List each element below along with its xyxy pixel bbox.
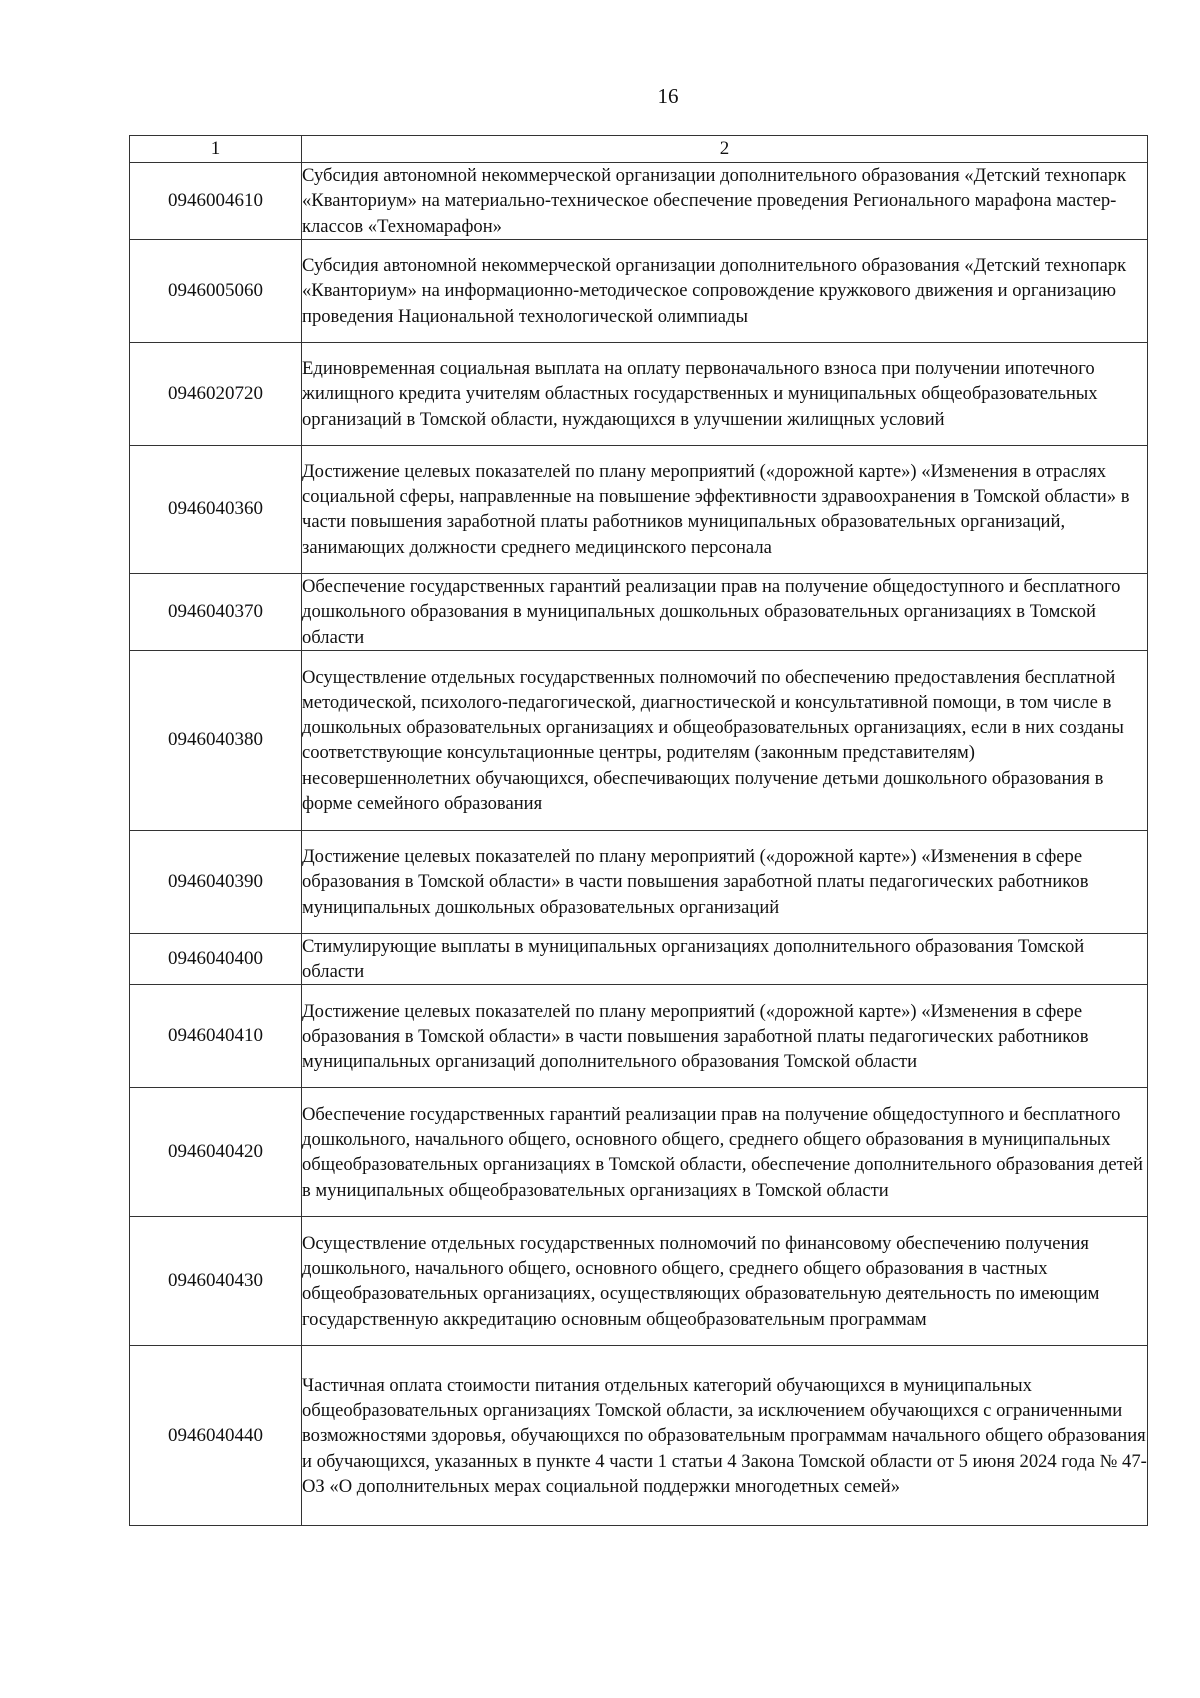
table-row (130, 342, 1148, 445)
row-code: 0946040410 (130, 985, 302, 1088)
row-description: Стимулирующие выплаты в муниципальных организациях дополнительного образования Томской области (302, 933, 1148, 985)
table-row (130, 1346, 1148, 1526)
row-description: Осуществление отдельных государственных полномочий по финансовому обеспечению получения дошкольного, начального общего, основного общего, среднего общего образования в частных общеобразовательных организациях, осуществляющих образовательную деятельность по имеющим государственную аккредитацию основным общеобразовательным программам (302, 1217, 1148, 1346)
row-code: 0946040390 (130, 830, 302, 933)
column-header-code: 1 (130, 136, 302, 163)
row-code: 0946040400 (130, 933, 302, 985)
row-description: Субсидия автономной некоммерческой организации дополнительного образования «Детский технопарк «Кванториум» на материально-техническое обеспечение проведения Регионального марафона мастер-классов «Техномарафон» (302, 163, 1148, 240)
row-description: Достижение целевых показателей по плану мероприятий («дорожной карте») «Изменения в сфере образования в Томской области» в части повышения заработной платы педагогических работников муниципальных дошкольных образовательных организаций (302, 830, 1148, 933)
row-description: Единовременная социальная выплата на оплату первоначального взноса при получении ипотечного жилищного кредита учителям областных государственных и муниципальных общеобразовательных организаций в Томской области, нуждающихся в улучшении жилищных условий (302, 342, 1148, 445)
budget-classification-table (129, 135, 1148, 1526)
table-row (130, 985, 1148, 1088)
row-code: 0946040360 (130, 445, 302, 573)
row-description: Обеспечение государственных гарантий реализации прав на получение общедоступного и бесплатного дошкольного, начального общего, основного общего, среднего общего образования в муниципальных общеобразовательных организациях в Томской области, обеспечение дополнительного образования детей в муниципальных общеобразовательных организациях в Томской области (302, 1088, 1148, 1217)
row-code: 0946020720 (130, 342, 302, 445)
row-code: 0946040380 (130, 650, 302, 830)
row-code: 0946040430 (130, 1217, 302, 1346)
row-code: 0946040370 (130, 573, 302, 650)
table-row (130, 163, 1148, 240)
table-row (130, 573, 1148, 650)
row-description: Осуществление отдельных государственных полномочий по обеспечению предоставления бесплатной методической, психолого-педагогической, диагностической и консультативной помощи, в том числе в дошкольных образовательных организациях и общеобразовательных организациях, если в них созданы соответствующие консультационные центры, родителям (законным представителям) несовершеннолетних обучающихся, обеспечивающих получение детьми дошкольного образования в форме семейного образования (302, 650, 1148, 830)
table-row (130, 830, 1148, 933)
column-header-description: 2 (302, 136, 1148, 163)
page-number: 16 (657, 84, 679, 108)
row-description: Частичная оплата стоимости питания отдельных категорий обучающихся в муниципальных общеобразовательных организациях Томской области, за исключением обучающихся с ограниченными возможностями здоровья, обучающихся по образовательным программам начального общего образования и обучающихся, указанных в пункте 4 части 1 статьи 4 Закона Томской области от 5 июня 2024 года № 47-ОЗ «О дополнительных мерах социальной поддержки многодетных семей» (302, 1346, 1148, 1526)
table-row (130, 650, 1148, 830)
row-description: Достижение целевых показателей по плану мероприятий («дорожной карте») «Изменения в сфере образования в Томской области» в части повышения заработной платы педагогических работников муниципальных организаций дополнительного образования Томской области (302, 985, 1148, 1088)
row-description: Субсидия автономной некоммерческой организации дополнительного образования «Детский технопарк «Кванториум» на информационно-методическое сопровождение кружкового движения и организацию проведения Национальной технологической олимпиады (302, 239, 1148, 342)
table-row (130, 1217, 1148, 1346)
table-row (130, 239, 1148, 342)
row-description: Достижение целевых показателей по плану мероприятий («дорожной карте») «Изменения в отраслях социальной сферы, направленные на повышение эффективности здравоохранения в Томской области» в части повышения заработной платы работников муниципальных образовательных организаций, занимающих должности среднего медицинского персонала (302, 445, 1148, 573)
row-code: 0946004610 (130, 163, 302, 240)
table-row (130, 933, 1148, 985)
row-code: 0946040440 (130, 1346, 302, 1526)
table-row (130, 1088, 1148, 1217)
row-description: Обеспечение государственных гарантий реализации прав на получение общедоступного и бесплатного дошкольного образования в муниципальных дошкольных образовательных организациях в Томской области (302, 573, 1148, 650)
row-code: 0946005060 (130, 239, 302, 342)
table-header-row (130, 136, 1148, 163)
row-code: 0946040420 (130, 1088, 302, 1217)
table-row (130, 445, 1148, 573)
